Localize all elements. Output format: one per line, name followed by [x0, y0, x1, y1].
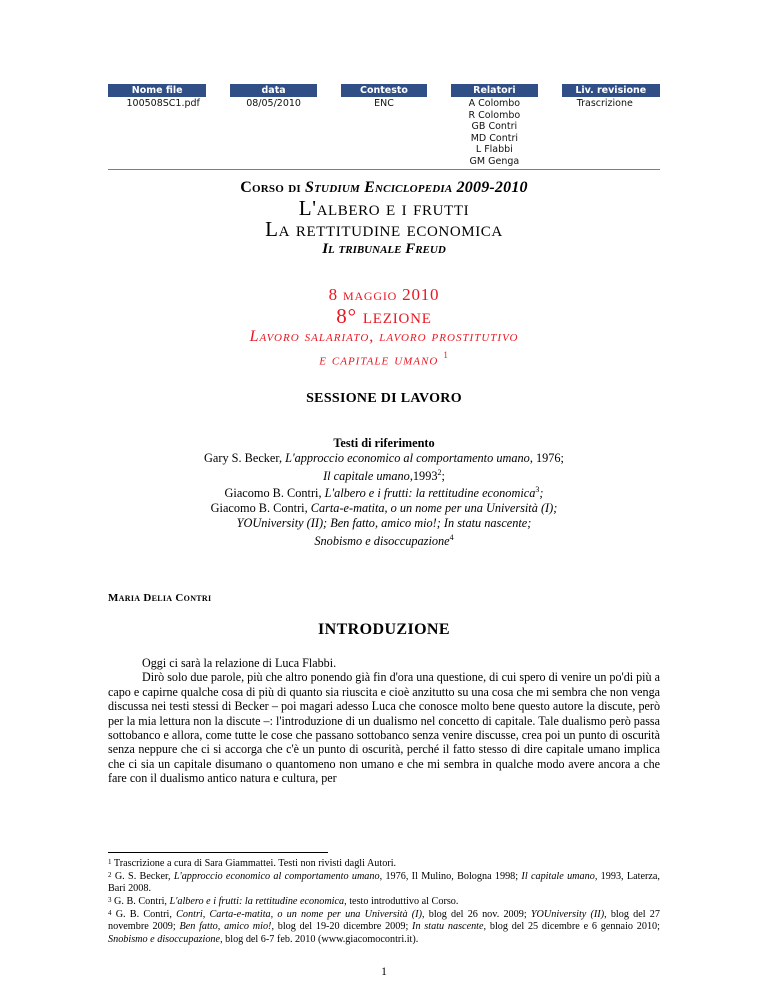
references-heading: Testi di riferimento [333, 436, 435, 450]
footnote-3: $^3$ G. B. Contri, L'albero e i frutti: la rettitudine economica, testo introduttivo al Corso. [108, 896, 459, 908]
footnote-separator [108, 852, 328, 853]
footnotes [108, 858, 660, 947]
metadata-header-row [108, 84, 660, 97]
body-text [108, 656, 660, 786]
reference-line: Il capitale umano,1993$^2$; [323, 467, 445, 483]
reference-line: YOUniversity (II); Ben fatto, amico mio!; In statu nascente; [236, 516, 532, 531]
sub-title: Il tribunale Freud [322, 241, 446, 257]
header-context: Contesto [329, 84, 439, 97]
speaker-name: A Colombo [468, 98, 521, 109]
value-context: ENC [329, 97, 439, 170]
metadata-value-row [108, 97, 660, 170]
lesson-title-line-2 [0, 346, 768, 369]
header-file-name: Nome file [108, 84, 218, 97]
reference-line: Giacomo B. Contri, Carta-e-matita, o un nome per una Università (I); [210, 501, 558, 516]
footnote-ref: 1 [443, 350, 449, 360]
course-label: Corso di [240, 179, 306, 196]
lesson-title-text: e capitale umano [319, 351, 439, 369]
paragraph: Dirò solo due parole, più che altro ponendo già fin d'ora una questione, di cui spero di venire un po'di più a capo e capirne qualche cosa di più di quanto sia riuscita e cioè anzitutto su una cosa che mi sembra che non venga discussa nei testi stessi di Becker – poi magari adesso Luca che conosce molto bene questo autore la discute, però per la mia lettura non la discute –: l'introduzione di un dualismo nel concetto di capitale. Tale dualismo però passa sottobanco e allora, come tutte le cose che passano sottobanco senza venire discusse, crea poi un punto di oscurità senza neppure che ci si accorga che c'è un punto di oscurità, perché il fatto stesso di dire capitale umano implica che ci sia un capitale disumano o quantomeno non umano e che mi sembra in qualche modo avere ancora a che fare con il dualismo antico natura e cultura, per [108, 670, 660, 786]
speaker-name: GB Contri [471, 121, 518, 132]
page-number: 1 [381, 966, 387, 978]
reference-line: Giacomo B. Contri, L'albero e i frutti: la rettitudine economica$^3$; [224, 485, 544, 501]
paragraph: Oggi ci sarà la relazione di Luca Flabbi. [142, 656, 337, 670]
lesson-date: 8 maggio 2010 [328, 285, 440, 304]
reference-line: Snobismo e disoccupazione$^4$ [314, 532, 454, 549]
course-years: 2009-2010 [452, 179, 528, 196]
value-date: 08/05/2010 [218, 97, 328, 170]
course-name: Studium Enciclopedia [305, 179, 453, 196]
footnote-1: $^1$ Trascrizione a cura di Sara Giammattei. Testi non rivisti dagli Autori. [108, 858, 397, 869]
value-speakers [439, 97, 549, 170]
footnote-2: $^2$ G. S. Becker, L'approccio economico al comportamento umano, 1976, Il Mulino, Bologna 1998; Il capitale umano, 1993, Laterza, Bari 2008. [108, 871, 660, 895]
metadata-table [108, 84, 660, 170]
speaker-name: R Colombo [468, 109, 521, 121]
header-date: data [218, 84, 328, 97]
reference-line: Gary S. Becker, L'approccio economico al comportamento umano, 1976; [204, 450, 564, 465]
course-title [0, 178, 768, 198]
speaker-name: L Flabbi [475, 144, 513, 155]
lesson-number: 8° lezione [336, 304, 432, 328]
main-title-line-1: L'albero e i frutti [298, 196, 470, 220]
footnote-4: $^4$ G. B. Contri, Contri, Carta-e-matita, o un nome per una Università (I), blog del 26 nov. 2009; YOUniversity (II), blog del 27 novembre 2009; Ben fatto, amico mio!, blog del 19-20 dicembre 2009; In statu nascente, blog del 25 dicembre e 6 gennaio 2010; Snobismo e disoccupazione, blog del 6-7 feb. 2010 (www.giacomocontri.it). [108, 909, 660, 945]
value-file-name: 100508SC1.pdf [108, 97, 218, 170]
speaker-name: MD Contri [470, 132, 518, 144]
lesson-title-line-1: Lavoro salariato, lavoro prostitutivo [249, 328, 519, 345]
title-block [0, 178, 768, 369]
speaker-name: GM Genga [469, 155, 520, 167]
introduction-heading: INTRODUZIONE [318, 621, 450, 638]
header-revision: Liv. revisione [550, 84, 660, 97]
value-revision: Trascrizione [550, 97, 660, 170]
header-speakers: Relatori [439, 84, 549, 97]
session-heading: SESSIONE DI LAVORO [306, 391, 462, 406]
reference-texts [0, 436, 768, 549]
main-title-line-2: La rettitudine economica [265, 217, 503, 241]
speaker-label: Maria Delia Contri [108, 592, 212, 604]
